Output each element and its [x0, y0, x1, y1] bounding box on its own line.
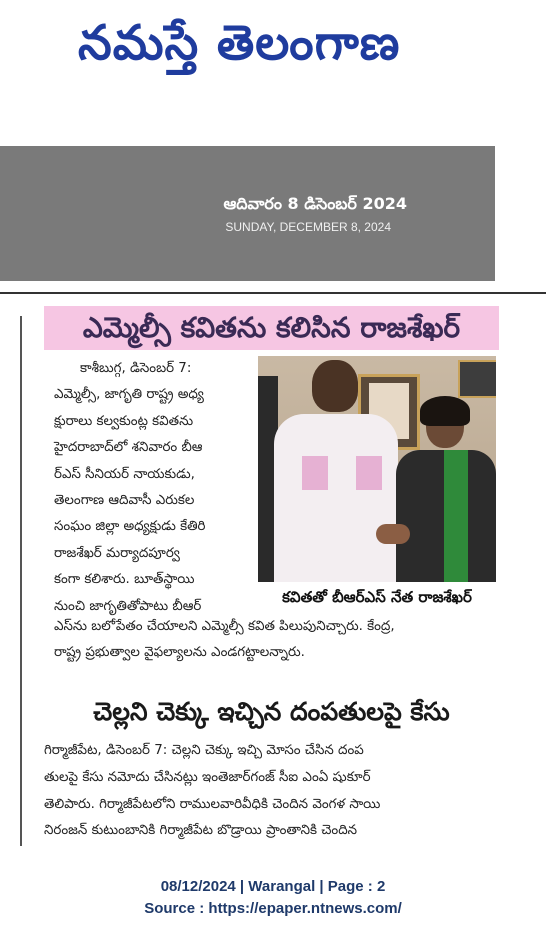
story2-line: తెలిపారు. గిర్మాజీపేటలోని రాములవారివీధికి చెందిన వెంగళ సాయి [44, 796, 381, 812]
woman-figure [396, 396, 496, 582]
story2-line: గిర్మాజీపేట, డిసెంబర్ 7: చెల్లని చెక్కు ఇచ్చి మోసం చేసిన దంప [44, 743, 364, 758]
story1-headline-text: ఎమ్మెల్సీ కవితను కలిసిన రాజశేఖర్ [82, 311, 461, 344]
story2-line: తులపై కేసు నమోదు చేసినట్లు ఇంతెజార్‌గంజ్ సీఐ ఎంఏ షుకూర్ [44, 769, 371, 785]
clipped-edge [0, 846, 546, 866]
story1-line: ర్‌ఎస్ సీనియర్ నాయకుడు, [54, 466, 195, 482]
story2-body [44, 738, 499, 845]
story1-line: సంఘం జిల్లా అధ్యక్షుడు కేతిరి [54, 519, 206, 535]
story1-line: ఎమ్మెల్సీ, జాగృతి రాష్ట్ర అధ్య [54, 387, 204, 403]
story2-line: నిరంజన్ కుటుంబానికి గిర్మాజీపేట బొడ్రాయి ప్రాంతానికి చెందిన [44, 823, 358, 839]
story1-line: కాశీబుగ్గ, డిసెంబర్ 7: [80, 361, 192, 376]
footer-edition-line: 08/12/2024 | Warangal | Page : 2 [160, 878, 386, 895]
date-band [0, 146, 495, 281]
masthead-logo: నమస్తే తెలంగాణ [78, 15, 401, 71]
page-footer [0, 876, 546, 920]
story1-photo [258, 356, 496, 582]
story1-body-continued [54, 614, 496, 667]
story1-headline [44, 306, 499, 350]
top-divider [0, 292, 546, 294]
story1-line: తెలంగాణ ఆదివాసీ ఎరుకల [54, 493, 195, 509]
story1-line: క్షురాలు కల్వకుంట్ల కవితను [54, 413, 194, 429]
photo-caption: కవితతో బీఆర్‌ఎస్ నేత రాజశేఖర్ [258, 582, 496, 612]
story1-line: కంగా కలిశారు. బూత్‌స్థాయి [54, 572, 195, 588]
wall-frame [458, 360, 496, 398]
story1-line: రాష్ట్ర ప్రభుత్వాల వైఫల్యాలను ఎండగట్టాలన్నారు. [54, 645, 305, 661]
story1-body [54, 356, 254, 620]
handshake [376, 524, 410, 544]
date-english: SUNDAY, DECEMBER 8, 2024 [225, 220, 391, 234]
man-figure [274, 356, 394, 582]
story1-line: ఎస్‌ను బలోపేతం చేయాలని ఎమ్మెల్సీ కవిత పిలుపునిచ్చారు. కేంద్ర, [54, 619, 395, 634]
story2-headline-text: చెల్లని చెక్కు ఇచ్చిన దంపతులపై కేసు [93, 697, 450, 726]
masthead [0, 0, 546, 120]
left-column-rule [20, 316, 22, 856]
story1-line: నుంచి జాగృతితోపాటు బీఆర్ [54, 598, 202, 614]
story1-line: రాజశేఖర్ మర్యాదపూర్వ [54, 545, 180, 561]
date-telugu: ఆదివారం 8 డిసెంబర్ 2024 [223, 194, 407, 213]
footer-source-line: Source : https://epaper.ntnews.com/ [144, 900, 402, 917]
story2-headline [44, 692, 499, 732]
story1-line: హైదరాబాద్‌లో శనివారం బీఆ [54, 440, 203, 456]
